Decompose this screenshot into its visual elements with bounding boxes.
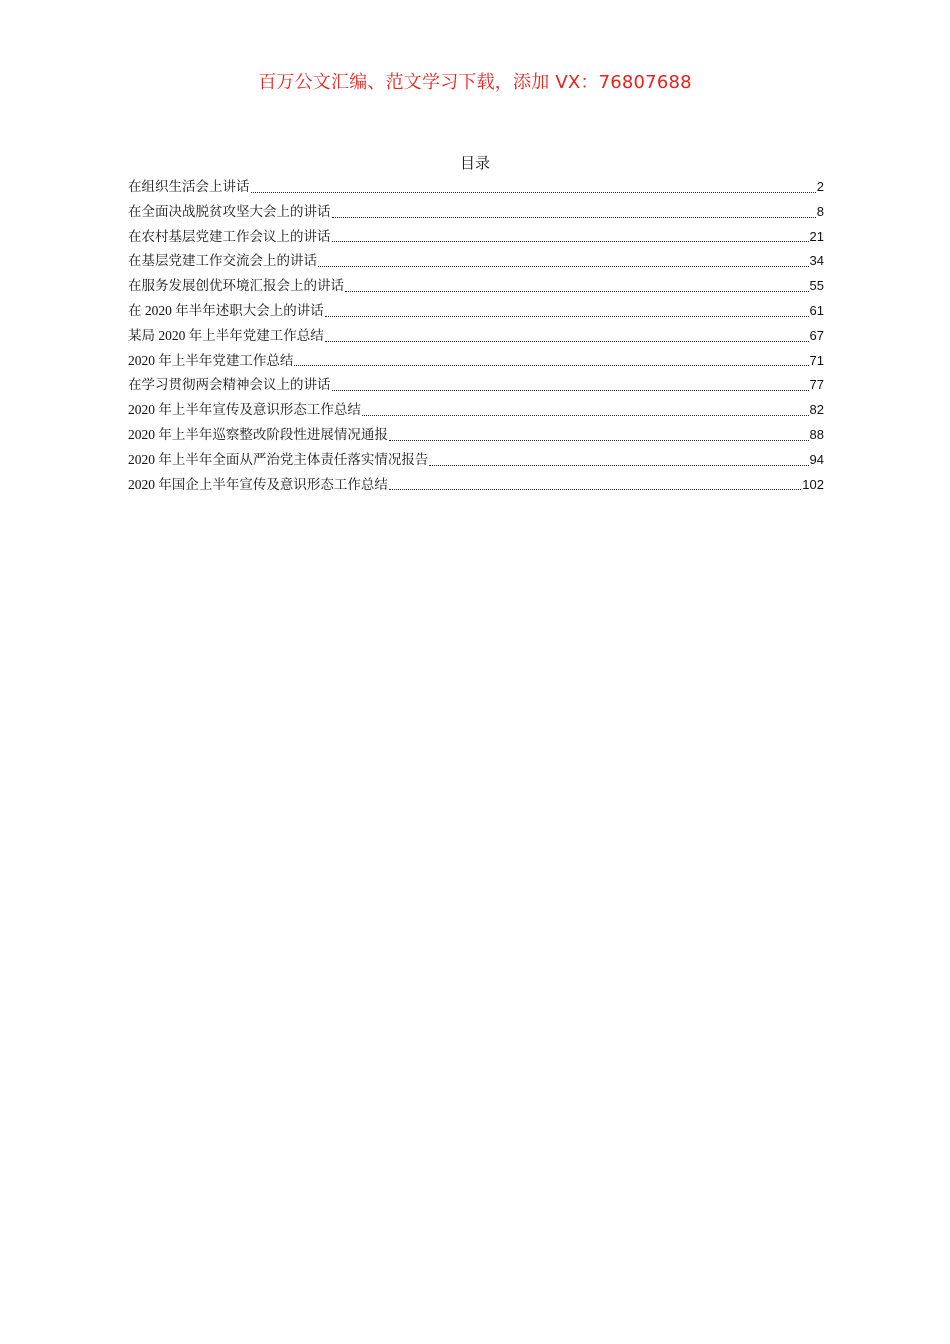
toc-dot-leader: [325, 316, 809, 317]
toc-entry-label: 2020 年上半年宣传及意识形态工作总结: [128, 402, 361, 418]
toc-entry[interactable]: [128, 398, 824, 423]
toc-entry[interactable]: [128, 299, 824, 324]
toc-dot-leader: [294, 365, 808, 366]
toc-entry[interactable]: [128, 200, 824, 225]
toc-entry-label: 在农村基层党建工作会议上的讲话: [128, 228, 331, 244]
toc-entry-page: 8: [816, 203, 824, 219]
toc-entry-page: 61: [809, 302, 824, 318]
header-banner: 百万公文汇编、范文学习下载，添加 VX：76807688: [258, 72, 692, 93]
table-of-contents: [128, 175, 824, 497]
toc-entry-page: 67: [809, 327, 824, 343]
toc-entry-label: 2020 年上半年巡察整改阶段性进展情况通报: [128, 426, 388, 442]
toc-entry[interactable]: [128, 473, 824, 498]
toc-entry[interactable]: [128, 448, 824, 473]
toc-dot-leader: [318, 266, 809, 267]
toc-entry-label: 在 2020 年半年述职大会上的讲话: [128, 302, 324, 318]
toc-entry-label: 在服务发展创优环境汇报会上的讲话: [128, 278, 344, 294]
toc-entry[interactable]: [128, 423, 824, 448]
toc-entry-label: 2020 年上半年全面从严治党主体责任落实情况报告: [128, 451, 429, 467]
toc-dot-leader: [345, 291, 809, 292]
toc-dot-leader: [429, 465, 808, 466]
toc-entry[interactable]: [128, 324, 824, 349]
toc-entry-page: 77: [809, 377, 824, 393]
toc-entry[interactable]: [128, 249, 824, 274]
toc-entry-label: 在组织生活会上讲话: [128, 179, 250, 194]
toc-entry-page: 55: [809, 278, 824, 294]
toc-entry-page: 34: [809, 253, 824, 269]
toc-dot-leader: [332, 241, 809, 242]
toc-entry[interactable]: [128, 274, 824, 299]
toc-dot-leader: [389, 440, 809, 441]
toc-entry-page: 21: [809, 228, 824, 244]
toc-entry-label: 2020 年上半年党建工作总结: [128, 352, 294, 368]
toc-entry[interactable]: [128, 373, 824, 398]
toc-entry[interactable]: [128, 225, 824, 250]
toc-dot-leader: [251, 192, 816, 193]
toc-entry-label: 在学习贯彻两会精神会议上的讲话: [128, 377, 331, 393]
toc-entry-label: 某局 2020 年上半年党建工作总结: [128, 327, 324, 343]
toc-dot-leader: [332, 390, 809, 391]
toc-entry-page: 88: [809, 426, 824, 442]
toc-dot-leader: [325, 341, 809, 342]
toc-entry-label: 在全面决战脱贫攻坚大会上的讲话: [128, 203, 331, 219]
toc-entry-label: 2020 年国企上半年宣传及意识形态工作总结: [128, 476, 388, 492]
toc-title: 目录: [459, 156, 490, 172]
toc-entry-page: 2: [816, 179, 824, 194]
toc-entry-page: 102: [802, 476, 824, 492]
toc-dot-leader: [362, 415, 809, 416]
toc-entry[interactable]: [128, 349, 824, 374]
toc-entry[interactable]: [128, 175, 824, 200]
toc-dot-leader: [332, 217, 816, 218]
toc-dot-leader: [389, 489, 801, 490]
toc-entry-page: 71: [809, 352, 824, 368]
toc-entry-label: 在基层党建工作交流会上的讲话: [128, 253, 317, 269]
toc-entry-page: 82: [809, 402, 824, 418]
toc-entry-page: 94: [809, 451, 824, 467]
